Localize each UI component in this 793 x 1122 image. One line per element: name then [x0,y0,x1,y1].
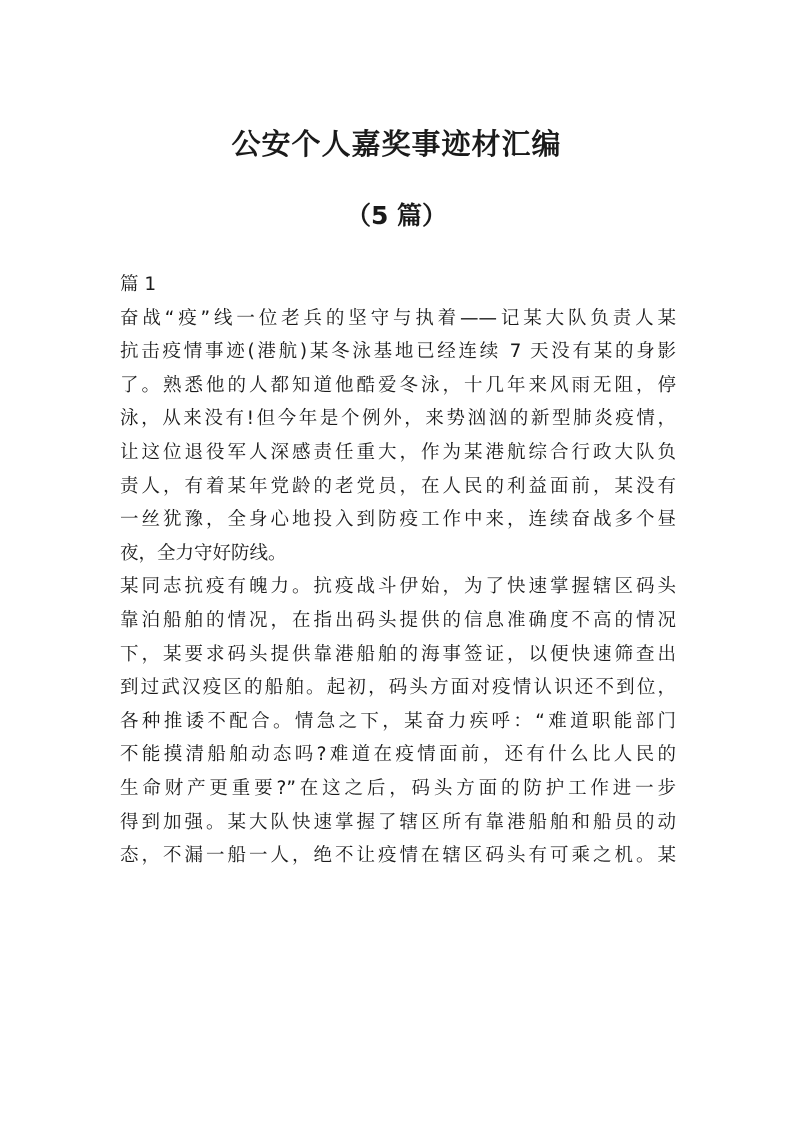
text-line: 了。熟悉他的人都知道他酷爱冬泳，十几年来风雨无阻，停 [120,374,676,396]
text-line: 生命财产更重要?”在这之后，码头方面的防护工作进一步 [120,777,676,799]
text-line: 不能摸清船舶动态吗?难道在疫情面前，还有什么比人民的 [120,744,676,766]
text-line: 责人，有着某年党龄的老党员，在人民的利益面前，某没有 [120,475,676,497]
text-line: 抗击疫情事迹(港航)某冬泳基地已经连续 7 天没有某的身影 [120,341,676,363]
text-line: 某同志抗疫有魄力。抗疫战斗伊始，为了快速掌握辖区码头 [120,576,676,598]
text-line: 泳，从来没有!但今年是个例外，来势汹汹的新型肺炎疫情， [120,408,676,430]
paragraph-2 [120,570,676,872]
text-line: 一丝犹豫，全身心地投入到防疫工作中来，连续奋战多个昼 [120,509,676,531]
text-line: 夜，全力守好防线。 [120,542,287,564]
text-line: 得到加强。某大队快速掌握了辖区所有靠港船舶和船员的动 [120,811,676,833]
document-subtitle: （5 篇） [345,201,448,230]
document-body [120,268,676,873]
text-line: 靠泊船舶的情况，在指出码头提供的信息准确度不高的情况 [120,609,676,631]
text-line: 态，不漏一船一人，绝不让疫情在辖区码头有可乘之机。某 [120,845,676,867]
text-line: 各种推诿不配合。情急之下，某奋力疾呼：“难道职能部门 [120,710,676,732]
text-line: 奋战“疫”线一位老兵的坚守与执着——记某大队负责人某 [120,307,676,329]
text-line: 让这位退役军人深感责任重大，作为某港航综合行政大队负 [120,441,676,463]
paragraph-1 [120,302,676,571]
text-line: 下，某要求码头提供靠港船舶的海事签证，以便快速筛查出 [120,643,676,665]
text-line: 到过武汉疫区的船舶。起初，码头方面对疫情认识还不到位， [120,677,676,699]
section-label: 篇 1 [120,274,157,295]
document-title: 公安个人嘉奖事迹材汇编 [231,127,562,161]
